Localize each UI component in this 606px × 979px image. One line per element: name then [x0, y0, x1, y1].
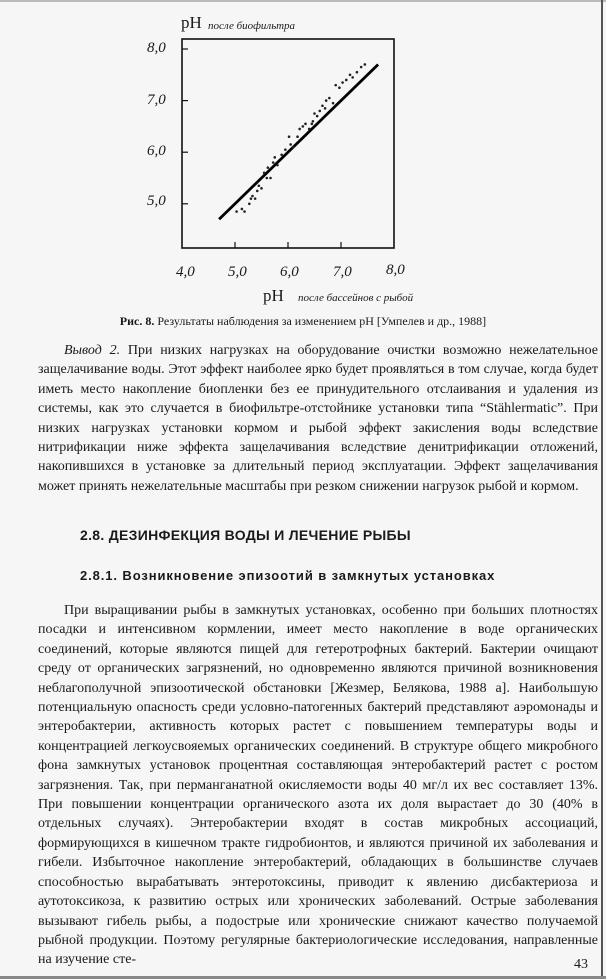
- caption-text: Результаты наблюдения за изменением pH [Умпелев и др., 1988]: [157, 314, 487, 328]
- data-point: [332, 102, 335, 105]
- subsection-heading: 2.8.1. Возникновение эпизоотий в замкнутых установках: [80, 568, 496, 583]
- data-point: [308, 128, 311, 131]
- x-axis-label: pH: [263, 286, 284, 305]
- data-point: [304, 123, 307, 126]
- data-point: [364, 63, 367, 66]
- y-axis-sublabel: после биофильтра: [208, 20, 296, 32]
- data-point: [254, 197, 257, 200]
- data-point: [313, 112, 316, 115]
- data-point: [321, 104, 324, 107]
- data-point: [251, 195, 254, 198]
- x-tick-label: 6,0: [280, 264, 299, 280]
- data-point: [334, 84, 337, 87]
- conclusion-label: Вывод 2.: [64, 343, 121, 358]
- data-point: [311, 123, 314, 126]
- data-point: [280, 153, 283, 156]
- data-point: [260, 187, 263, 190]
- data-point: [250, 197, 253, 200]
- data-point: [269, 177, 272, 180]
- data-point: [298, 128, 301, 131]
- data-point: [256, 190, 259, 193]
- data-point: [263, 172, 266, 175]
- data-point: [243, 210, 246, 213]
- chart-ticks: [182, 49, 341, 248]
- data-point: [276, 164, 279, 167]
- caption-label: Рис. 8.: [119, 314, 155, 328]
- data-point: [349, 74, 352, 77]
- chart-regression-line: [219, 64, 378, 219]
- figure-caption: [0, 314, 606, 329]
- y-tick-label: 6,0: [147, 143, 166, 159]
- y-tick-label: 8,0: [147, 40, 166, 56]
- data-point: [338, 86, 341, 89]
- x-tick-label: 7,0: [333, 264, 352, 280]
- conclusion-paragraph: [38, 341, 598, 496]
- data-point: [288, 135, 291, 138]
- data-point: [273, 156, 276, 159]
- x-tick-label: 4,0: [176, 264, 195, 280]
- x-tick-label: 8,0: [386, 262, 405, 278]
- y-axis-label: pH: [181, 13, 202, 32]
- data-point: [312, 120, 315, 123]
- data-point: [258, 184, 261, 187]
- y-tick-label: 5,0: [147, 193, 166, 209]
- chart-frame: [182, 39, 394, 248]
- data-point: [289, 143, 292, 146]
- plot-frame: [182, 39, 394, 248]
- x-axis-sublabel: после бассейнов с рыбой: [298, 292, 414, 304]
- data-point: [248, 203, 251, 206]
- y-tick-label: 7,0: [147, 92, 166, 108]
- regression-line: [219, 64, 378, 219]
- data-point: [325, 99, 328, 102]
- data-point: [316, 115, 319, 118]
- page-number: 43: [574, 957, 588, 972]
- data-point: [292, 146, 295, 149]
- data-point: [272, 161, 275, 164]
- data-point: [284, 148, 287, 151]
- data-point: [360, 66, 363, 69]
- data-point: [319, 110, 322, 113]
- conclusion-text: При низких нагрузках на оборудование очистки возможно нежелательное защелачивание воды. Этот эффект наиболее ярко будет проявляться в том случае, когда будет иметь место накопление биопленки без ее принудительного отслаивания и удаления из системы, как это случается в биофильтре-отстойнике установки типа “Stählermatic”. При низких нагрузках установки кормом и рыбой эффект закисления воды вследствие нитрификации ниже эффекта защелачивания вследствие денитрификации отложений, накопившихся в установке за длительный период эксплуатации. Эффект защелачивания может принять нежелательные масштабы при резком снижении нагрузок рыбой и кормом.: [38, 343, 598, 494]
- conclusion-block: [38, 341, 598, 496]
- data-point: [351, 76, 354, 79]
- body-block: [38, 601, 598, 970]
- data-point: [324, 107, 327, 110]
- data-point: [345, 79, 348, 82]
- data-point: [341, 81, 344, 84]
- data-point: [235, 210, 238, 213]
- ph-scatter-chart: [0, 0, 606, 310]
- data-point: [356, 71, 359, 74]
- data-point: [267, 166, 270, 169]
- data-point: [241, 208, 244, 211]
- data-point: [266, 177, 269, 180]
- section-heading: 2.8. ДЕЗИНФЕКЦИЯ ВОДЫ И ЛЕЧЕНИЕ РЫБЫ: [80, 527, 411, 543]
- data-point: [296, 135, 299, 138]
- body-paragraph: При выращивании рыбы в замкнутых установках, особенно при больших плотностях посадки и интенсивном кормлении, имеет место накопление в воде органических соединений, которые являются пищей для гетеротрофных бактерий. Бактерии очищают среду от органических загрязнений, но одновременно являются причиной возникновения неблагополучной эпизоотической обстановки [Жезмер, Белякова, 1988 а]. Наибольшую потенциальную опасность среди условно-патогенных бактерий представляют аэромонады и энтеробактерии, активность которых растет с повышением температуры воды и концентрацией легкоусвояемых органических соединений. В структуре общего микробного фона замкнутых установок процентная составляющая энтеробактерий растет с ростом загрязнения. Так, при перманганатной окисляемости воды 40 мг/л их вес составляет 13%. При повышении концентрации органического азота их доля вырастает до 30 (40% в отдельных случаях). Энтеробактерии входят в состав микробных ассоциаций, формирующихся в кишечном тракте гидробионтов, и являются причиной их заболевания и гибели. Избыточное накопление энтеробактерий, обладающих в большинстве случаев способностью вырабатывать энтеротоксины, приводит к явлению дисбактериоза и аутотоксикоза, к развитию острых или хронических заболеваний. Острые заболевания вызывают гибель рыбы, а подострые или хронические снижают качество получаемой рыбной продукции. Поэтому регулярные бактериологические исследования, направленные на изучение сте-: [38, 603, 598, 968]
- data-point: [328, 97, 331, 100]
- data-point: [302, 125, 305, 128]
- x-tick-label: 5,0: [228, 264, 247, 280]
